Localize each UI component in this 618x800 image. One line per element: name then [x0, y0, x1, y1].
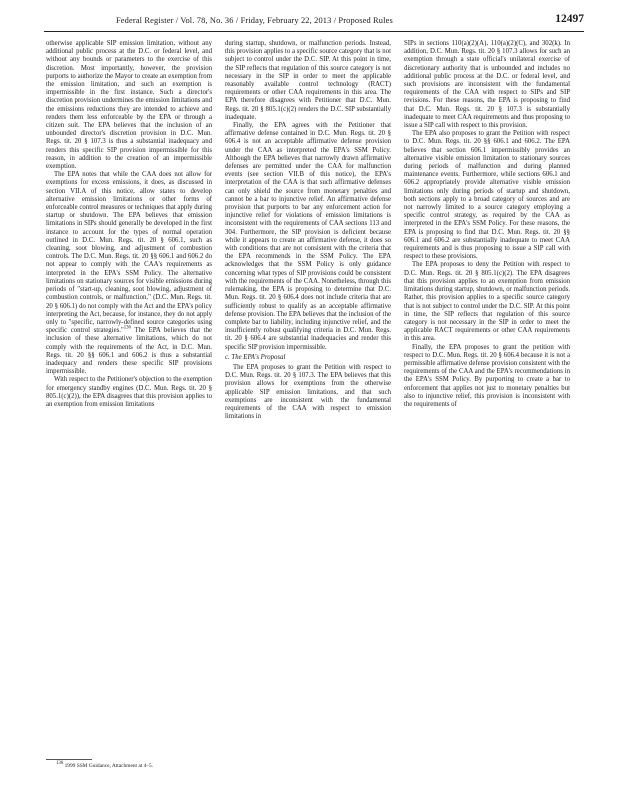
section-heading	[225, 354, 391, 362]
paragraph-text: The EPA notes that while the CAA does not allow for exemptions for excess emissions, it does, as discussed in section VII.A of this notice, allow states to develop alternative emission limitations or other forms of enforceable control measures or techniques that apply during startup or shutdown. The EPA believes that emission limitations in SIPs should generally be developed in the first instance to account for the types of normal operation outlined in D.C. Mun. Regs. tit. 20 § 606.1, such as cleaning, soot blowing, and adjustment of combustion controls. The D.C. Mun. Regs. tit. 20 §§ 606.1 and 606.2 do not appear to comply with the CAA's requirements as interpreted in the EPA's SSM Policy. The alternative limitations on stationary sources for visible emissions during periods of "start-up, cleaning, soot blowing, adjustment of combustion controls, or malfunction," (D.C. Mun. Regs. tit. 20 § 606.1) do not comply with the Act and the EPA's policy interpreting the Act, because, for instance, they do not apply only to "specific, narrowly-defined source categories using specific control strategies."	[46, 171, 212, 335]
paragraph-text: The EPA proposes to grant the Petition with respect to D.C. Mun. Regs. tit. 20 § 107.3. The EPA believes that this provision allows for exemptions from the otherwise applicable SIP emission limitations, and that such exemptions are inconsistent with the fundamental requirements of the CAA with respect to emission limitations in	[225, 363, 391, 421]
paragraph	[225, 364, 391, 421]
footnote	[46, 763, 222, 770]
paragraph	[46, 376, 212, 409]
paragraph-text: SIPs in sections 110(a)(2)(A), 110(a)(2)(C), and 302(k). In addition, D.C. Mun. Regs. tit. 20 § 107.3 allows for such an exemption through a state official's unilateral exercise of discretionary authority that is unbounded and includes no additional public process at the D.C. or federal level, and such provisions are inconsistent with the fundamental requirements of the CAA with respect to SIPs and SIP revisions. For these reasons, the EPA is proposing to find that D.C. Mun. Regs. tit. 20 § 107.3 is substantially inadequate to meet CAA requirements and thus proposing to issue a SIP call with respect to this provision.	[404, 40, 570, 130]
paragraph-text: Finally, the EPA proposes to grant the petition with respect to D.C. Mun. Regs. tit. 20 § 606.4 because it is not a permissible affirmative defense provision consistent with the requirements of the CAA and the EPA's recommendations in the EPA's SSM Policy. By purporting to create a bar to enforcement that applies not just to monetary penalties but also to injunctive relief, this provision is inconsistent with the requirements of	[404, 343, 570, 408]
text-column-2	[225, 40, 391, 421]
paragraph-text: during startup, shutdown, or malfunction periods. Instead, this provision applies to a specific source category that is not subject to control under the D.C. SIP. At this point in time, the SIP reflects that regulation of this source category is not necessary in the SIP in order to meet the applicable reasonably available control technology (RACT) requirements or other CAA requirements in this area. The EPA therefore disagrees with Petitioner that D.C. Mun. Regs. tit. 20 § 805.1(c)(2) renders the D.C. SIP substantially inadequate.	[225, 40, 391, 121]
paragraph-text: Finally, the EPA agrees with the Petitioner that affirmative defense contained in D.C. Mun. Regs. tit. 20 § 606.4 is not an acceptable affirmative defense provision under the CAA as interpreted the EPA's SSM Policy. Although the EPA believes that narrowly drawn affirmative defenses are permitted under the CAA for malfunction events (see section VII.B of this notice), the EPA's interpretation of the CAA is that such affirmative defenses can only shield the source from monetary penalties and cannot be a bar to injunctive relief. An affirmative defense provision that purports to bar any enforcement action for injunctive relief for violations of emission limitations is inconsistent with the requirements of CAA sections 113 and 304. Furthermore, the SIP provision is deficient because while it appears to create an affirmative defense, it does so with conditions that are not consistent with the criteria that the EPA recommends in the SSM Policy. The EPA acknowledges that the SSM Policy is only guidance concerning what types of SIP provisions could be consistent with the requirements of the CAA. Nonetheless, through this rulemaking, the EPA is proposing to determine that D.C. Mun. Regs. tit. 20 § 606.4 does not include criteria that are sufficiently robust to qualify as an acceptable affirmative defense provision. The EPA believes that the inclusion of the complete bar to liability, including injunctive relief, and the insufficiently robust qualifying criteria in D.C. Mun. Regs. tit. 20 § 606.4 are substantial inadequacies and render this specific SIP provision impermissible.	[225, 122, 391, 351]
paragraph-text: otherwise applicable SIP emission limitation, without any additional public process at the D.C. or federal level, and without any bounds or parameters to the exercise of this discretion. Most importantly, however, the provision purports to authorize the Mayor to create an exemption from the emission limitation, and such an exemption is impermissible in the first instance. Such a director's discretion provision undermines the emission limitations and the emissions reductions they are intended to achieve and renders them less enforceable by the EPA or through a citizen suit. The EPA believes that the inclusion of an unbounded director's discretion provision in D.C. Mun. Regs. tit. 20 § 107.3 is thus a substantial inadequacy and renders this specific SIP provision impermissible for this reason, in addition to the creation of an impermissible exemption.	[46, 40, 212, 171]
paragraph	[225, 122, 391, 352]
header-rule	[44, 31, 584, 32]
text-column-3	[404, 40, 570, 409]
paragraph-continued	[46, 40, 212, 171]
paragraph-continued	[404, 40, 570, 130]
paragraph-text: The EPA also proposes to grant the Petition with respect to D.C. Mun. Regs. tit. 20 §§ 606.1 and 606.2. The EPA believes that section 606.1 impermissibly provides an alternative visible emission limitation to stationary sources during periods of malfunction and during planned maintenance events. Furthermore, while sections 606.1 and 606.2 appropriately provide alternative visible emission limitations only during periods of startup and shutdown, both sections apply to a broad category of sources and are not narrowly limited to a source category employing a specific control strategy, as required by the CAA as interpreted in the EPA's SSM Policy. For these reasons, the EPA is proposing to find that D.C. Mun. Regs. tit. 20 §§ 606.1 and 606.2 are substantially inadequate to meet CAA requirements and is thus proposing to issue a SIP call with respect to these provisions.	[404, 130, 570, 261]
paragraph-text: With respect to the Petitioner's objection to the exemption for emergency standby engines (D.C. Mun. Regs. tit. 20 § 805.1(c)(2)), the EPA disagrees that this provision applies to an exemption from emission limitations	[46, 376, 212, 408]
paragraph-text: The EPA believes that the inclusion of these alternative limitations, which do not comply with the requirements of the Act, in D.C. Mun. Regs. tit. 20 §§ 606.1 and 606.2 is thus a substantial inadequacy and renders these specific SIP provisions impermissible.	[46, 327, 212, 376]
paragraph	[404, 261, 570, 343]
footnote-rule	[46, 759, 92, 760]
paragraph-continued	[225, 40, 391, 122]
paragraph	[404, 130, 570, 261]
paragraph-text: c. The EPA's Proposal	[225, 353, 286, 361]
footnote-number: 136	[56, 761, 64, 767]
page-number: 12497	[555, 13, 584, 25]
paragraph	[46, 171, 212, 376]
paragraph-text: The EPA proposes to deny the Petition with respect to D.C. Mun. Regs. tit. 20 § 805.1(c)(2). The EPA disagrees that this provision applies to an exemption from emission limitations during startup, shutdown, or malfunction periods. Rather, this provision applies to a specific source category that is not subject to control under the D.C. SIP. At this point in time, the SIP reflects that regulation of this source category is not necessary in the SIP in order to meet the applicable RACT requirements or other CAA requirements in this area.	[404, 261, 570, 343]
text-column-1	[46, 40, 212, 409]
footnote-text: 1999 SSM Guidance, Attachment at 4–5.	[64, 763, 154, 769]
paragraph	[404, 344, 570, 410]
running-head: Federal Register / Vol. 78, No. 36 / Friday, February 22, 2013 / Proposed Rules	[116, 16, 393, 25]
footnote-reference[interactable]: 136	[123, 325, 131, 331]
